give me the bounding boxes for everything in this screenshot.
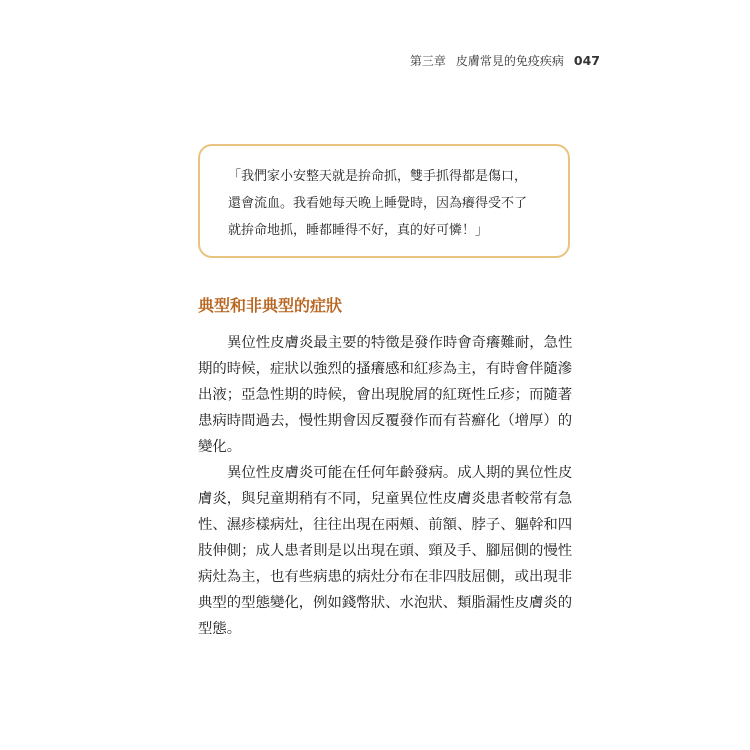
text-line: 期的時候，症狀以強烈的搔癢感和紅疹為主，有時會伴隨滲 — [198, 361, 573, 377]
quote-line: 就拚命地抓，睡都睡得不好，真的好可憐！」 — [228, 223, 489, 238]
paragraph — [198, 460, 578, 642]
text-line: 異位性皮膚炎可能在任何年齡發病。成人期的異位性皮 — [227, 465, 573, 481]
text-line: 變化。 — [198, 439, 242, 455]
section-heading: 典型和非典型的症狀 — [198, 296, 343, 315]
text-line: 出液；亞急性期的時候，會出現脫屑的紅斑性丘疹；而隨著 — [198, 387, 573, 403]
chapter-title: 皮膚常見的免疫疾病 — [455, 54, 564, 68]
text-line: 性、濕疹樣病灶，往往出現在兩頰、前額、脖子、軀幹和四 — [198, 517, 573, 533]
quote-line: 還會流血。我看她每天晚上睡覺時，因為癢得受不了 — [228, 196, 528, 211]
quote-line: 「我們家小安整天就是拚命抓，雙手抓得都是傷口， — [228, 169, 528, 184]
page-number: 047 — [573, 53, 600, 68]
text-line: 肢伸側；成人患者則是以出現在頭、頸及手、腳屈側的慢性 — [198, 543, 573, 559]
text-line: 典型的型態變化，例如錢幣狀、水泡狀、類脂漏性皮膚炎的 — [198, 595, 573, 611]
quote-box — [198, 144, 570, 258]
text-line: 異位性皮膚炎最主要的特徵是發作時會奇癢難耐，急性 — [227, 335, 573, 351]
text-line: 患病時間過去，慢性期會因反覆發作而有苔癬化（增厚）的 — [198, 413, 573, 429]
text-line: 膚炎，與兒童期稍有不同，兒童異位性皮膚炎患者較常有急 — [198, 491, 573, 507]
chapter-label: 第三章 — [409, 54, 446, 68]
paragraph — [198, 330, 578, 460]
text-line: 型態。 — [198, 621, 242, 637]
body-text — [198, 330, 578, 642]
text-line: 病灶為主，也有些病患的病灶分布在非四肢屈側，或出現非 — [198, 569, 573, 585]
running-header — [410, 52, 600, 69]
